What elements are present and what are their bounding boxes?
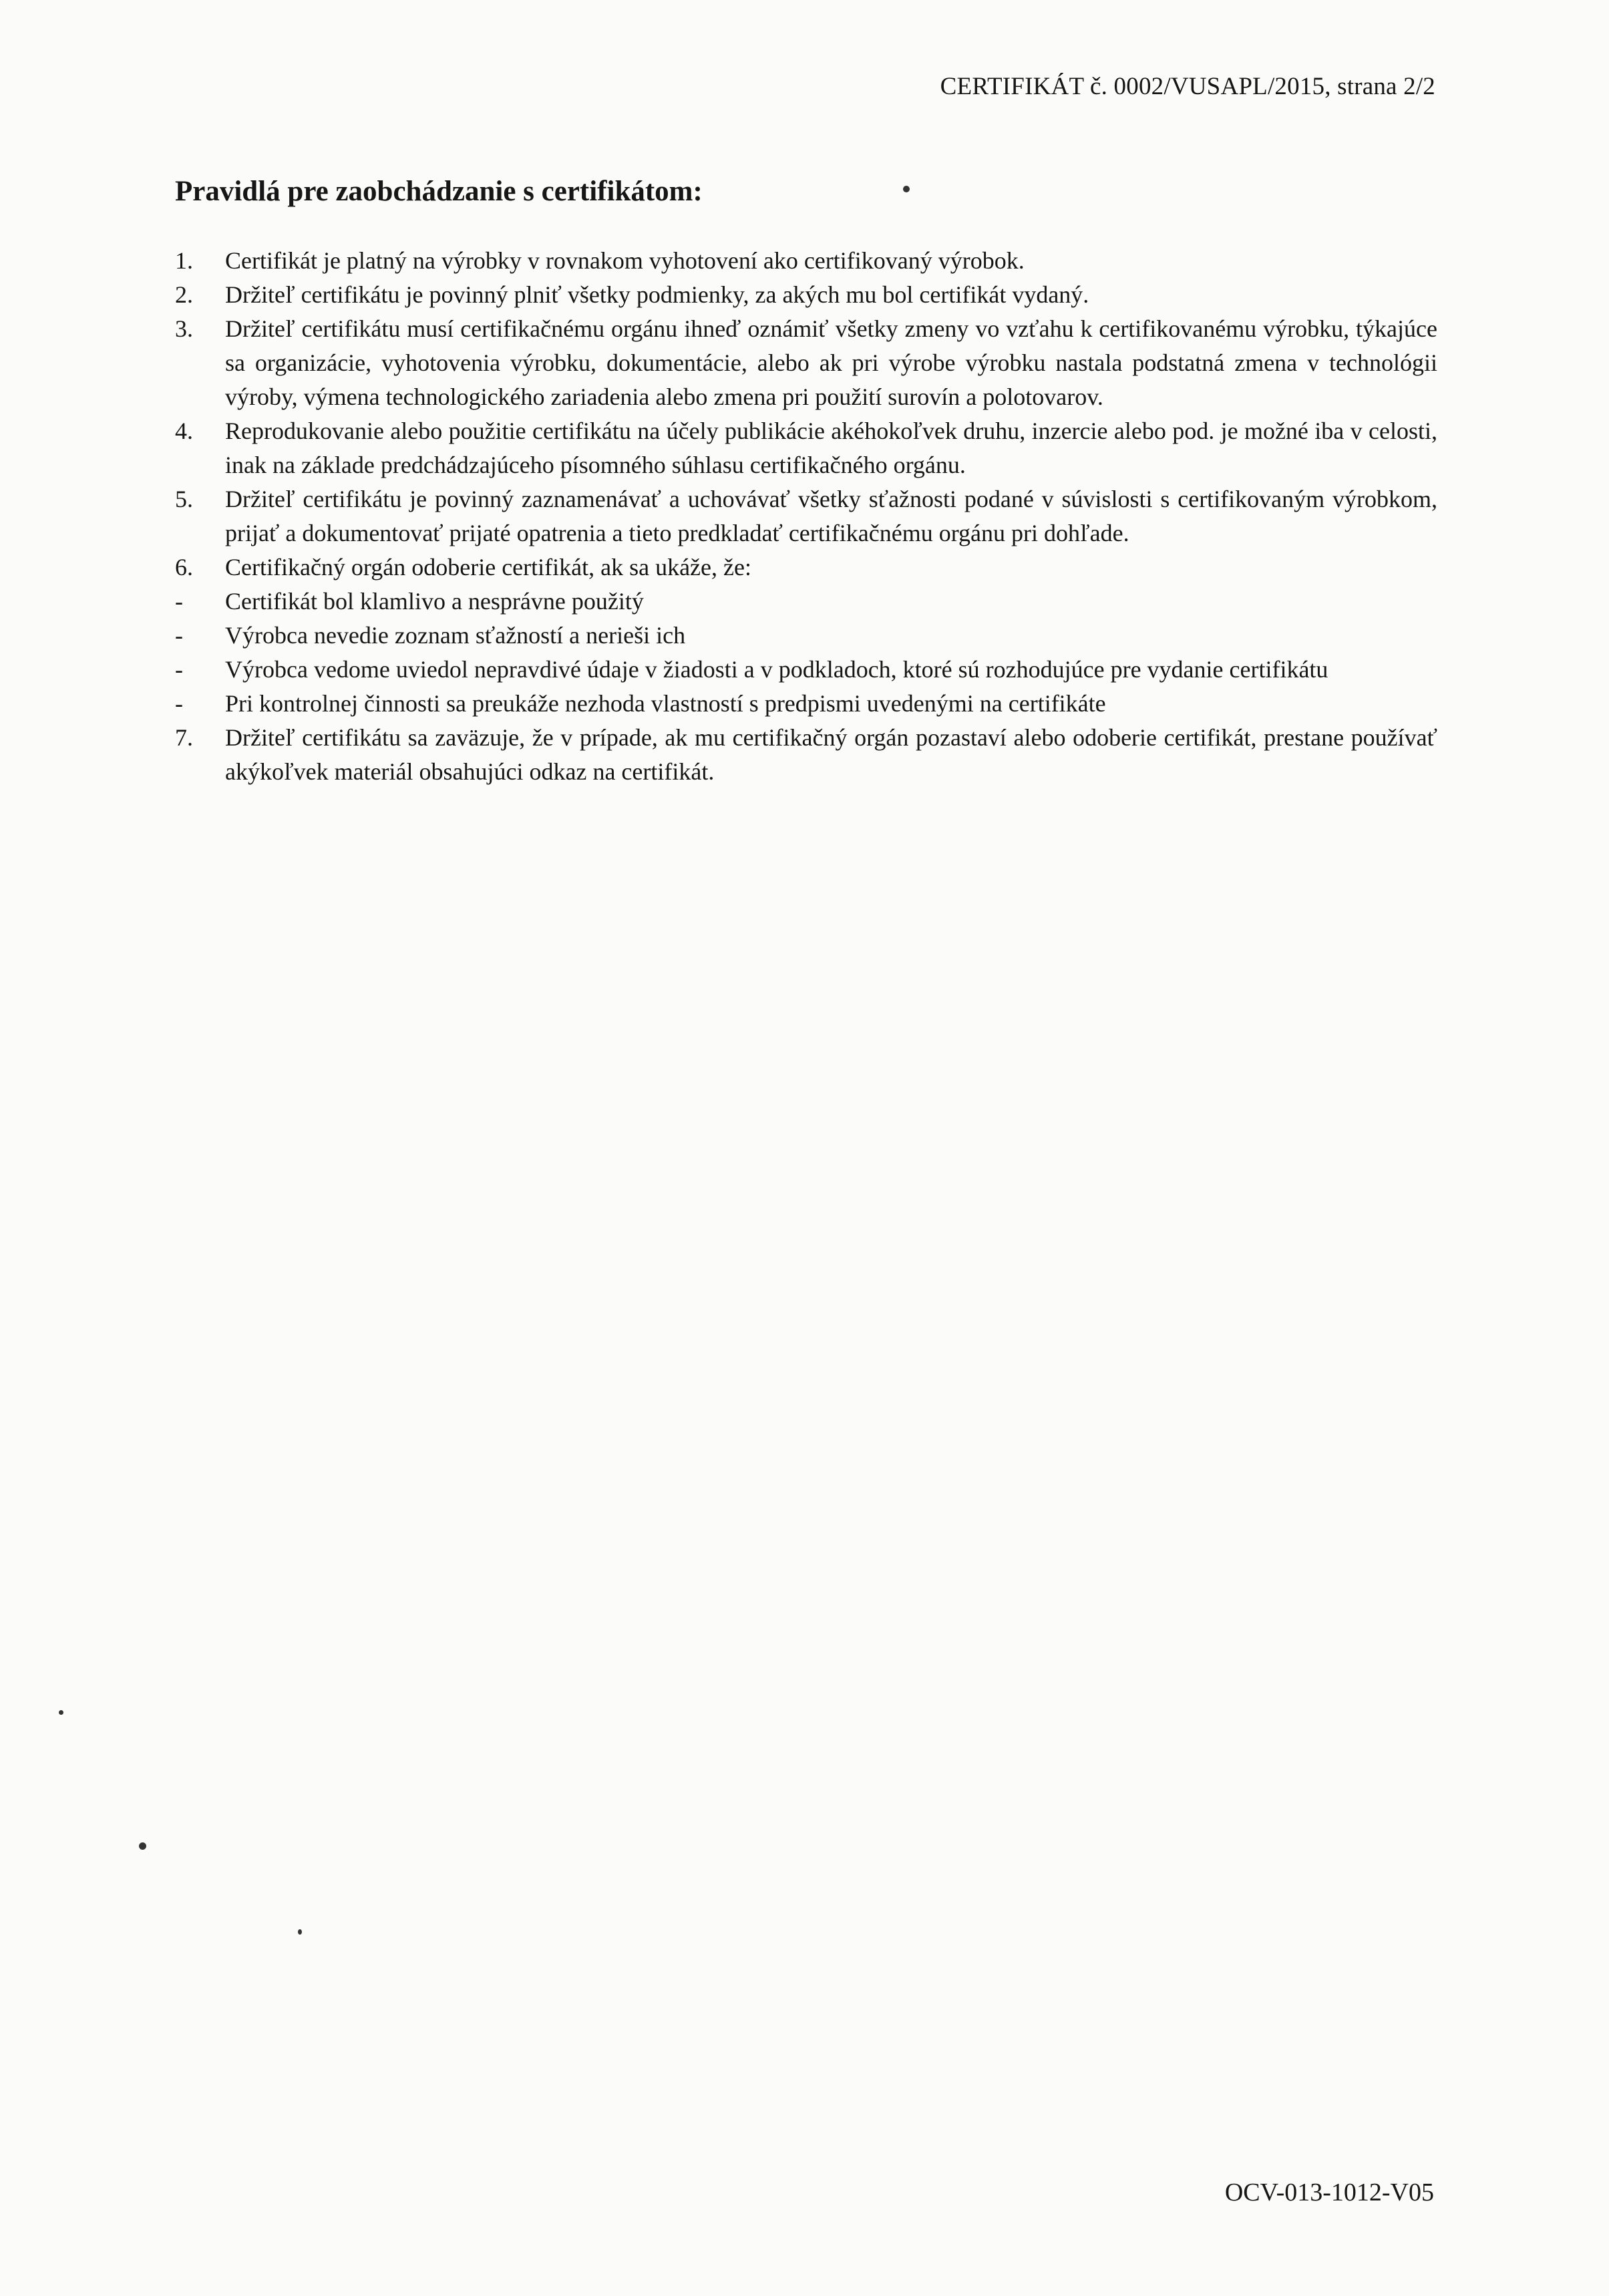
dash-bullet: -	[175, 690, 183, 717]
rule6-subitem-1	[175, 585, 1437, 619]
rule-text: Reprodukovanie alebo použitie certifikátu na účely publikácie akéhokoľvek druhu, inzercie alebo pod. je možné iba v celosti, inak na základe predchádzajúceho písomného súhlasu certifikačného orgánu.	[225, 418, 1437, 478]
rule-number: 3.	[175, 315, 193, 342]
document-code: OCV-013-1012-V05	[1224, 2178, 1434, 2206]
subitem-text: Výrobca vedome uviedol nepravdivé údaje v žiadosti a v podkladoch, ktoré sú rozhodujúce pre vydanie certifikátu	[225, 656, 1328, 683]
page-header: CERTIFIKÁT č. 0002/VUSAPL/2015, strana 2/2	[940, 73, 1435, 100]
subitem-text: Výrobca nevedie zoznam sťažností a nerieši ich	[225, 622, 686, 649]
scan-speck	[59, 1710, 63, 1715]
rule-number: 6.	[175, 554, 193, 581]
rule6-subitem-4	[175, 687, 1437, 721]
scan-speck	[298, 1929, 302, 1935]
dash-bullet: -	[175, 656, 183, 683]
rule-item-2	[175, 278, 1437, 312]
section-title: Pravidlá pre zaobchádzanie s certifikátom:	[175, 176, 703, 207]
rule-text: Držiteľ certifikátu musí certifikačnému orgánu ihneď oznámiť všetky zmeny vo vzťahu k certifikovanému výrobku, týkajúce sa organizácie, vyhotovenia výrobku, dokumentácie, alebo ak pri výrobe výrobku nastala podstatná zmena v technológii výroby, výmena technologického zariadenia alebo zmena pri použití surovín a polotovarov.	[225, 315, 1437, 410]
rule-text: Držiteľ certifikátu je povinný zaznamenávať a uchovávať všetky sťažnosti podané v súvislosti s certifikovaným výrobkom, prijať a dokumentovať prijaté opatrenia a tieto predkladať certifikačnému orgánu pri dohľade.	[225, 486, 1437, 546]
scan-speck	[903, 186, 910, 192]
rule-item-7	[175, 721, 1437, 789]
scan-speck	[139, 1842, 146, 1850]
rule-item-4	[175, 414, 1437, 482]
dash-bullet: -	[175, 588, 183, 615]
rule-number: 4.	[175, 418, 193, 444]
rule-number: 7.	[175, 724, 193, 751]
rules-list	[175, 244, 1437, 789]
rule-number: 2.	[175, 281, 193, 308]
rule-text: Certifikačný orgán odoberie certifikát, ak sa ukáže, že:	[225, 554, 751, 581]
subitem-text: Pri kontrolnej činnosti sa preukáže nezhoda vlastností s predpismi uvedenými na certifikáte	[225, 690, 1106, 717]
rule-text: Držiteľ certifikátu je povinný plniť všetky podmienky, za akých mu bol certifikát vydaný.	[225, 281, 1089, 308]
rule6-subitem-3	[175, 653, 1437, 687]
subitem-text: Certifikát bol klamlivo a nesprávne použitý	[225, 588, 644, 615]
rule-item-6	[175, 550, 1437, 585]
rule-number: 5.	[175, 486, 193, 512]
rule-item-5	[175, 482, 1437, 550]
rule6-subitem-2	[175, 619, 1437, 653]
rule-text: Držiteľ certifikátu sa zaväzuje, že v prípade, ak mu certifikačný orgán pozastaví alebo odoberie certifikát, prestane používať akýkoľvek materiál obsahujúci odkaz na certifikát.	[225, 724, 1437, 785]
rule-body	[225, 550, 1437, 585]
rule-number: 1.	[175, 247, 193, 274]
rule-item-3	[175, 312, 1437, 414]
rule-text: Certifikát je platný na výrobky v rovnakom vyhotovení ako certifikovaný výrobok.	[225, 247, 1025, 274]
dash-bullet: -	[175, 622, 183, 649]
rule-item-1	[175, 244, 1437, 278]
